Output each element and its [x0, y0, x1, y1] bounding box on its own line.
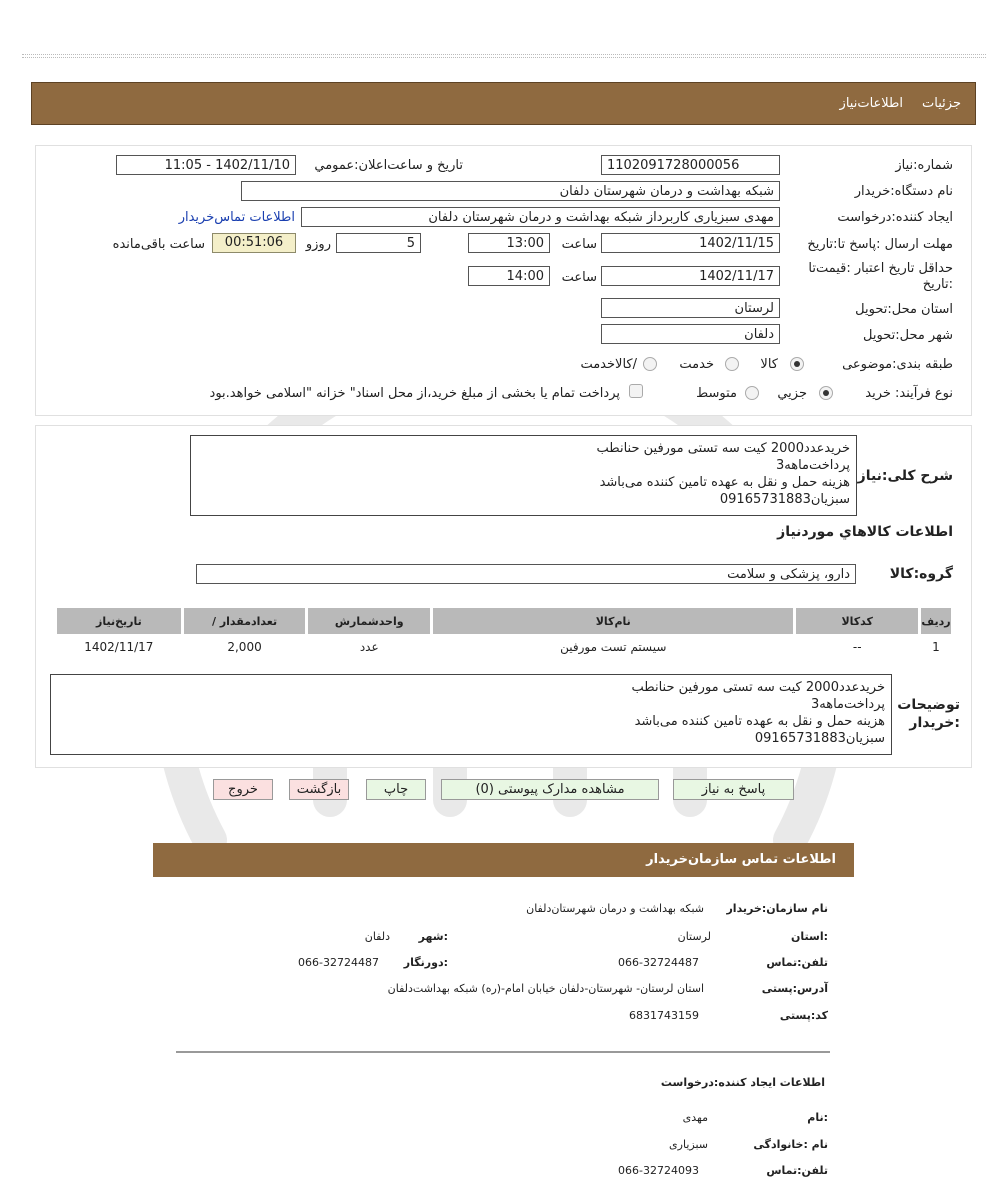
announce-label: تاریخ و ساعت‌اعلان:عمومي: [314, 158, 463, 173]
contact-divider: [176, 1051, 830, 1053]
buyer-org-label: نام دستگاه:خریدار: [854, 184, 953, 199]
remaining-timer: 00:51:06: [212, 233, 296, 253]
creator-family-label: نام :خانوادگی: [753, 1138, 828, 1151]
goods-table: [54, 605, 954, 660]
creator-family: سبزیاری: [669, 1138, 708, 1151]
col-unit: واحدشمارش: [308, 608, 430, 634]
buyer-org-field: شبکه بهداشت و درمان شهرستان دلفان: [241, 181, 780, 201]
description-label: شرح کلی:نیاز: [857, 468, 953, 484]
category-label: طبقه بندی:موضوعی: [842, 357, 953, 372]
reply-button[interactable]: پاسخ به نیاز: [673, 779, 794, 800]
cell-row-number: 1: [932, 640, 940, 654]
category-both-label: /کالاخدمت: [580, 357, 637, 372]
deadline-time-label: ساعت: [561, 237, 597, 252]
contact-province: لرستان: [677, 930, 711, 943]
back-button[interactable]: بازگشت: [289, 779, 349, 800]
creator-field: مهدی سبزیاری کاربرداز شبکه بهداشت و درمان شهرستان دلفان: [301, 207, 780, 227]
min-validity-date-field: 1402/11/17: [601, 266, 780, 286]
contact-org: شبکه بهداشت و درمان شهرستان‌دلفان: [526, 902, 704, 915]
process-label: نوع فرآیند: خرید: [865, 386, 953, 401]
col-row-number: ردیف: [921, 608, 951, 634]
province-label: استان محل:تحویل: [855, 302, 953, 317]
category-service-label: خدمت: [679, 357, 714, 372]
goods-section-title: اطلاعات کالاهاي موردنیاز: [777, 524, 953, 540]
process-partial-radio[interactable]: [819, 386, 833, 400]
deadline-label: مهلت ارسال :پاسخ تا:تاریخ: [807, 237, 953, 252]
creator-label: ایجاد کننده:درخواست: [837, 210, 953, 225]
goods-group-field: دارو، پزشکی و سلامت: [196, 564, 856, 584]
cell-goods-name: سیستم تست مورفین: [560, 640, 667, 654]
min-validity-time-label: ساعت: [561, 270, 597, 285]
contact-org-label: نام سازمان:خریدار: [726, 902, 828, 915]
buyer-notes-label-2: :خریدار: [909, 715, 960, 731]
buyer-notes-label: توضیحات: [897, 697, 960, 713]
category-goods-label: کالا: [760, 357, 778, 372]
process-medium-label: متوسط: [696, 386, 737, 401]
details-tab[interactable]: جزئیات: [922, 96, 961, 111]
goods-group-label: گروه:کالا: [889, 566, 953, 582]
need-number-field: 1102091728000056: [601, 155, 780, 175]
col-need-date: تاریخ‌نیاز: [57, 608, 181, 634]
category-service-radio[interactable]: [725, 357, 739, 371]
buyer-contact-header: اطلاعات تماس سازمان‌خریدار: [153, 843, 854, 877]
table-row[interactable]: [57, 637, 951, 657]
contact-city: دلفان: [364, 930, 390, 943]
cell-quantity: 2,000: [227, 640, 262, 654]
contact-postal-label: کد:پستی: [779, 1009, 828, 1022]
contact-postal: 6831743159: [629, 1009, 699, 1022]
buyer-contact-link[interactable]: اطلاعات تماس‌خریدار: [178, 210, 295, 225]
category-both-radio[interactable]: [643, 357, 657, 371]
deadline-time-field: 13:00: [468, 233, 550, 253]
min-validity-time-field: 14:00: [468, 266, 550, 286]
top-divider: [22, 54, 986, 58]
contact-fax-label: :دورنگار: [403, 956, 448, 969]
contact-city-label: :شهر: [418, 930, 448, 943]
page-header: [31, 82, 976, 125]
creator-name-label: :نام: [807, 1111, 828, 1124]
city-label: شهر محل:تحویل: [863, 328, 953, 343]
buyer-notes-text: خریدعدد2000 کیت سه تستی مورفین حنانطب پرداخت‌ماهه3 هزینه حمل و نقل به عهده تامین کننده می‌باشد سبزیان09165731883: [50, 674, 892, 755]
process-medium-radio[interactable]: [745, 386, 759, 400]
cell-need-date: 1402/11/17: [84, 640, 154, 654]
treasury-payment-checkbox[interactable]: [629, 384, 643, 398]
process-partial-label: جزيي: [777, 386, 807, 401]
table-header-row: [57, 608, 951, 634]
deadline-date-field: 1402/11/15: [601, 233, 780, 253]
city-field: دلفان: [601, 324, 780, 344]
contact-address: استان لرستان- شهرستان-دلفان خیابان امام-(ره) شبکه بهداشت‌دلفان: [387, 982, 704, 995]
exit-button[interactable]: خروج: [213, 779, 273, 800]
treasury-payment-note: پرداخت تمام یا بخشی از مبلغ خرید،از محل اسناد" خزانه "اسلامی خواهد.بود: [209, 386, 620, 401]
cell-unit: عدد: [359, 640, 379, 654]
min-validity-label-2: :تاریخ: [922, 277, 953, 292]
category-goods-radio[interactable]: [790, 357, 804, 371]
contact-province-label: :استان: [791, 930, 828, 943]
contact-phone: 066-32724487: [618, 956, 699, 969]
need-number-label: شماره:نیاز: [895, 158, 953, 173]
need-info-tab[interactable]: اطلاعات‌نیاز: [839, 96, 903, 111]
contact-fax: 066-32724487: [298, 956, 379, 969]
remaining-label: ساعت باقی‌مانده: [112, 237, 205, 252]
cell-goods-code: --: [852, 640, 862, 654]
col-quantity: / تعدادمقدار: [184, 608, 306, 634]
creator-phone-label: تلفن:تماس: [766, 1164, 828, 1177]
announce-field: 1402/11/10 - 11:05: [116, 155, 296, 175]
creator-name: مهدی: [682, 1111, 708, 1124]
col-goods-code: کدکالا: [796, 608, 918, 634]
days-label: روزو: [305, 237, 331, 252]
creator-info-title: اطلاعات ایجاد کننده:درخواست: [660, 1076, 825, 1089]
description-text: خریدعدد2000 کیت سه تستی مورفین حنانطب پرداخت‌ماهه3 هزینه حمل و نقل به عهده تامین کننده می‌باشد سبزیان09165731883: [190, 435, 857, 516]
print-button[interactable]: چاپ: [366, 779, 426, 800]
province-field: لرستان: [601, 298, 780, 318]
contact-phone-label: تلفن:تماس: [766, 956, 828, 969]
days-field: 5: [336, 233, 421, 253]
min-validity-label: حداقل تاریخ اعتبار :قیمت‌تا: [808, 261, 953, 276]
col-goods-name: نام‌کالا: [433, 608, 793, 634]
creator-phone: 066-32724093: [618, 1164, 699, 1177]
contact-address-label: آدرس:پستی: [761, 982, 828, 995]
view-documents-button[interactable]: مشاهده مدارک پیوستی (0): [441, 779, 659, 800]
